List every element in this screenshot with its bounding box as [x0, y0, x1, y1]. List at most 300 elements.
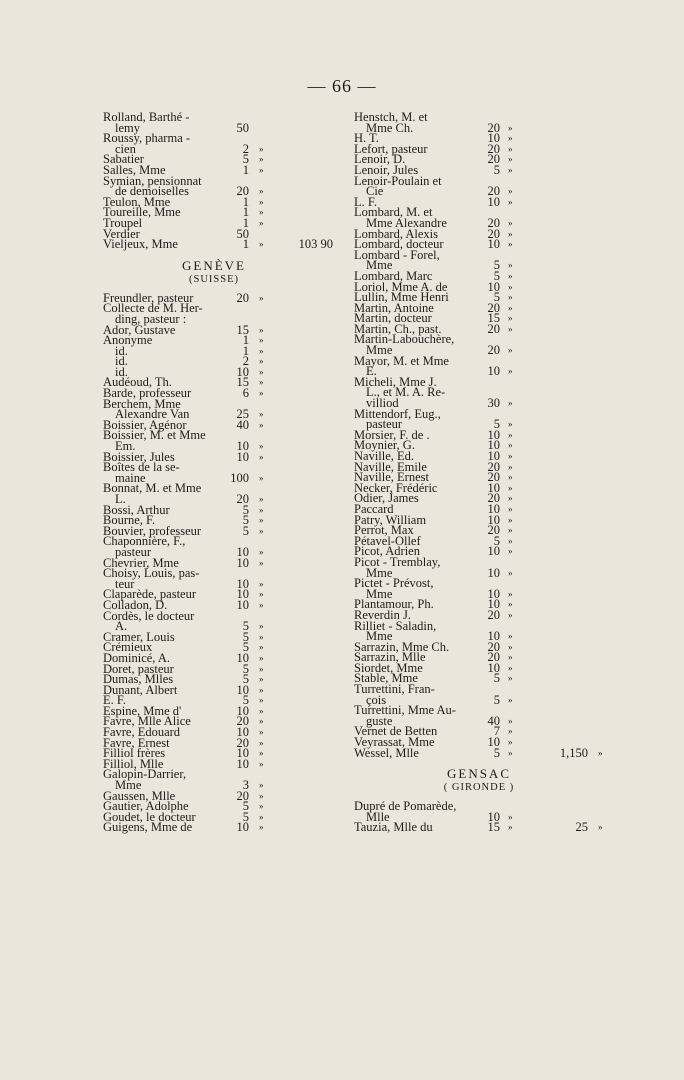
- donation-amount: 1: [242, 215, 249, 230]
- donor-name: Cie: [366, 184, 384, 199]
- donor-name: Chaponnière, F.,: [103, 534, 186, 549]
- donor-name: Morsier, F. de .: [354, 427, 430, 442]
- donor-name: Micheli, Mme J.: [354, 374, 437, 389]
- centimes-mark: »: [259, 525, 264, 536]
- centimes-mark: »: [508, 228, 513, 239]
- donation-amount: 10: [487, 364, 500, 379]
- donor-name: Naville, Ernest: [354, 470, 429, 485]
- centimes-mark: »: [259, 652, 264, 663]
- donation-amount: 10: [487, 512, 500, 527]
- centimes-mark: »: [508, 292, 513, 303]
- donor-name: E.: [366, 364, 377, 379]
- section-total: 25: [575, 820, 588, 835]
- centimes-mark: »: [508, 345, 513, 356]
- centimes-mark: »: [259, 207, 264, 218]
- donor-name: L. F.: [354, 194, 377, 209]
- donor-name: Choisy, Louis, pas-: [103, 566, 200, 581]
- donor-name: Turrettini, Mme Au-: [354, 703, 456, 718]
- centimes-mark: »: [259, 589, 264, 600]
- centimes-mark: »: [508, 673, 513, 684]
- donor-name: Paccard: [354, 501, 394, 516]
- donor-name: id.: [115, 364, 128, 379]
- donation-amount: 15: [487, 311, 500, 326]
- donor-name: Favre, Ernest: [103, 735, 170, 750]
- donor-name: Picot, Adrien: [354, 544, 420, 559]
- centimes-mark: »: [259, 684, 264, 695]
- donor-name: Lombard, M. et: [354, 205, 433, 220]
- donation-amount: 5: [242, 809, 249, 824]
- centimes-mark: »: [259, 515, 264, 526]
- centimes-mark: »: [259, 217, 264, 228]
- donor-name: Collecte de M. Her-: [103, 301, 203, 316]
- donor-row: [103, 568, 325, 579]
- donation-amount: 5: [493, 692, 500, 707]
- donor-name: Favre, Mlle Alice: [103, 714, 191, 729]
- donor-name: Martin, Ch., past.: [354, 321, 442, 336]
- centimes-mark: »: [259, 366, 264, 377]
- centimes-mark: »: [259, 196, 264, 207]
- donation-amount: 20: [236, 492, 249, 506]
- donation-amount: 15: [487, 820, 500, 835]
- centimes-mark: »: [508, 429, 513, 440]
- donor-row: [103, 822, 325, 833]
- centimes-mark: »: [508, 164, 513, 175]
- donation-amount: 10: [487, 660, 500, 675]
- donation-amount: 2: [242, 354, 249, 369]
- donor-name: Necker, Frédéric: [354, 480, 438, 495]
- centimes-mark: »: [259, 441, 264, 452]
- section-total: 1,150: [559, 745, 588, 760]
- donation-amount: 10: [236, 703, 249, 718]
- donation-amount: 10: [487, 480, 500, 495]
- centimes-mark: »: [259, 546, 264, 557]
- section-subheading: (SUISSE): [188, 273, 239, 285]
- donor-row: [103, 430, 325, 441]
- centimes-mark: »: [508, 366, 513, 377]
- donor-name: Bossi, Arthur: [103, 502, 170, 517]
- donation-amount: 20: [487, 343, 500, 358]
- donor-name: Reverdin J.: [354, 607, 411, 622]
- donation-amount: 20: [487, 491, 500, 506]
- donation-amount: 10: [236, 576, 249, 591]
- donor-name: pasteur: [366, 417, 403, 432]
- donor-name: Em.: [115, 439, 136, 454]
- donor-name: Anonyme: [103, 333, 153, 348]
- centimes-mark: »: [508, 482, 513, 493]
- donation-amount: 50: [236, 226, 249, 241]
- centimes-mark: »: [259, 695, 264, 706]
- donation-amount: 20: [236, 788, 249, 803]
- centimes-mark: »: [508, 641, 513, 652]
- donor-name: Claparède, pasteur: [103, 587, 197, 602]
- donation-amount: 5: [493, 671, 500, 686]
- donation-amount: 20: [236, 184, 249, 199]
- donation-amount: 20: [487, 459, 500, 474]
- donor-name: Lenoir, D.: [354, 152, 406, 167]
- donor-name: Salles, Mme: [103, 162, 166, 177]
- centimes-mark: »: [508, 270, 513, 281]
- donor-name: Favre, Edouard: [103, 725, 181, 740]
- donor-name: pasteur: [115, 544, 152, 559]
- donation-amount: 10: [236, 725, 249, 740]
- donation-amount: 10: [236, 820, 249, 835]
- centimes-mark: »: [259, 748, 264, 759]
- donor-name: Henstch, M. et: [354, 110, 428, 124]
- donation-amount: 10: [487, 501, 500, 516]
- donor-name: Mayor, M. et Mme: [354, 353, 449, 368]
- donation-amount: 1: [242, 194, 249, 209]
- centimes-mark: »: [259, 472, 264, 483]
- donation-amount: 5: [242, 502, 249, 517]
- donor-name: Doret, pasteur: [103, 661, 174, 676]
- centimes-mark: »: [508, 546, 513, 557]
- donor-name: Dumas, Mlles: [103, 672, 174, 687]
- donor-name: Roussy, pharma -: [103, 131, 191, 146]
- centimes-mark: »: [259, 674, 264, 685]
- centimes-mark: »: [259, 621, 264, 632]
- donor-name: Lenoir-Poulain et: [354, 173, 442, 188]
- donation-amount: 5: [242, 640, 249, 655]
- donor-name: Plantamour, Ph.: [354, 597, 434, 612]
- donor-name: Pétavel-Ollef: [354, 533, 421, 548]
- donation-amount: 20: [487, 639, 500, 654]
- centimes-mark: »: [259, 494, 264, 504]
- donation-amount: 10: [487, 427, 500, 442]
- centimes-mark: »: [259, 419, 264, 430]
- donor-name: Cordès, le docteur: [103, 608, 195, 623]
- donor-name: ding, pasteur :: [115, 311, 187, 326]
- donation-amount: 5: [242, 629, 249, 644]
- donor-name: Lombard, Marc: [354, 268, 433, 283]
- centimes-mark: »: [259, 377, 264, 388]
- donation-amount: 1: [242, 343, 249, 358]
- centimes-mark: »: [508, 609, 513, 620]
- centimes-mark: »: [508, 122, 513, 133]
- donation-amount: 10: [236, 650, 249, 665]
- donor-name: Boissier, Jules: [103, 449, 175, 464]
- donor-name: Veyrassat, Mme: [354, 735, 435, 750]
- centimes-mark: »: [508, 631, 513, 642]
- donation-amount: 20: [487, 215, 500, 230]
- donation-amount: 10: [487, 586, 500, 601]
- donation-amount: 15: [236, 375, 249, 390]
- centimes-mark: »: [508, 567, 513, 578]
- donor-name: Bouvier, professeur: [103, 523, 202, 538]
- donor-name: maine: [115, 470, 146, 485]
- total-centimes-mark: »: [598, 747, 603, 758]
- donor-name: Moynier, G.: [354, 438, 415, 453]
- donation-amount: 20: [487, 300, 500, 315]
- donor-name: Teulon, Mme: [103, 194, 171, 209]
- donor-name: Martin-Labouchère,: [354, 332, 455, 347]
- centimes-mark: »: [259, 578, 264, 589]
- donation-amount: 5: [242, 693, 249, 708]
- donor-name: Pictet - Prévost,: [354, 576, 434, 591]
- right-column: [354, 112, 604, 833]
- donation-amount: 10: [236, 364, 249, 379]
- donation-amount: 20: [236, 735, 249, 750]
- centimes-mark: »: [259, 631, 264, 642]
- centimes-mark: »: [508, 599, 513, 610]
- donation-amount: 20: [487, 226, 500, 241]
- donor-name: guste: [366, 713, 393, 728]
- centimes-mark: »: [259, 801, 264, 812]
- donation-amount: 15: [236, 322, 249, 337]
- donation-amount: 20: [487, 321, 500, 336]
- donation-amount: 7: [493, 724, 500, 739]
- centimes-mark: »: [259, 822, 264, 833]
- donor-name: Chevrier, Mme: [103, 555, 179, 570]
- donor-name: Vernet de Betten: [354, 724, 438, 739]
- centimes-mark: »: [259, 727, 264, 738]
- donor-name: Lefort, pasteur: [354, 141, 428, 156]
- donation-amount: 1: [242, 237, 249, 252]
- donor-name: Loriol, Mme A. de: [354, 279, 448, 294]
- donation-amount: 10: [487, 544, 500, 559]
- donation-amount: 10: [487, 735, 500, 750]
- donor-name: Patry, William: [354, 512, 427, 527]
- donor-name: Stable, Mme: [354, 671, 418, 686]
- donation-amount: 5: [242, 619, 249, 634]
- centimes-mark: »: [259, 356, 264, 367]
- donation-amount: 5: [493, 258, 500, 273]
- centimes-mark: »: [508, 133, 513, 144]
- centimes-mark: »: [508, 451, 513, 461]
- donor-name: Colladon, D.: [103, 597, 168, 612]
- donor-name: Filliol, Mlle: [103, 756, 164, 771]
- donor-name: Mme: [366, 343, 393, 358]
- donation-amount: 20: [487, 470, 500, 485]
- donor-name: Espine, Mme d': [103, 703, 182, 718]
- donor-row: [103, 335, 325, 346]
- donor-name: Dominicé, A.: [103, 650, 171, 665]
- donor-row: [354, 822, 604, 833]
- centimes-mark: »: [508, 715, 513, 726]
- centimes-mark: »: [508, 260, 513, 271]
- donor-row: [354, 173, 604, 188]
- donor-name: Sarrazin, Mlle: [354, 650, 426, 665]
- donation-amount: 40: [236, 417, 249, 432]
- centimes-mark: »: [508, 323, 513, 334]
- donor-name: villiod: [366, 396, 399, 411]
- centimes-mark: »: [259, 599, 264, 610]
- centimes-mark: »: [259, 345, 264, 356]
- centimes-mark: »: [508, 514, 513, 525]
- donor-name: Verdier: [103, 226, 140, 241]
- donor-name: Lullin, Mme Henri: [354, 290, 449, 305]
- donor-name: Boîtes de la se-: [103, 460, 180, 475]
- donation-amount: 10: [487, 565, 500, 580]
- donor-name: Goudet, le docteur: [103, 809, 196, 824]
- donor-row: [103, 133, 325, 144]
- centimes-mark: »: [259, 705, 264, 716]
- donation-amount: 10: [487, 438, 500, 453]
- donor-name: Crémieux: [103, 640, 153, 655]
- donor-row: [103, 343, 325, 358]
- donation-amount: 1: [242, 162, 249, 177]
- donation-amount: 10: [236, 439, 249, 454]
- donation-amount: 10: [487, 194, 500, 209]
- centimes-mark: »: [259, 143, 264, 154]
- section-heading: GENÈVE: [182, 257, 246, 273]
- donor-name: Perrot, Max: [354, 523, 414, 538]
- donation-amount: 10: [487, 131, 500, 146]
- donation-amount: 10: [487, 449, 500, 463]
- centimes-mark: »: [508, 472, 513, 483]
- centimes-mark: »: [259, 504, 264, 515]
- donation-amount: 10: [236, 555, 249, 570]
- donation-amount: 10: [236, 746, 249, 761]
- centimes-mark: »: [259, 409, 264, 420]
- donor-name: çois: [366, 692, 387, 707]
- donor-name: Berchem, Mme: [103, 396, 181, 411]
- centimes-mark: »: [508, 398, 513, 409]
- donor-row: [354, 353, 604, 368]
- donor-name: L.: [115, 492, 126, 506]
- donor-name: Lenoir, Jules: [354, 162, 419, 177]
- donation-amount: 10: [487, 279, 500, 294]
- centimes-mark: »: [259, 737, 264, 748]
- left-column: [103, 110, 333, 835]
- centimes-mark: »: [508, 419, 513, 430]
- donation-amount: 30: [487, 396, 500, 411]
- centimes-mark: »: [259, 239, 264, 250]
- donation-amount: 5: [242, 799, 249, 814]
- donor-name: Sarrazin, Mme Ch.: [354, 639, 450, 654]
- donor-name: Boissier, M. et Mme: [103, 428, 206, 443]
- centimes-mark: »: [508, 726, 513, 737]
- centimes-mark: »: [259, 758, 264, 769]
- donor-name: Alexandre Van: [115, 407, 190, 422]
- centimes-mark: »: [508, 281, 513, 292]
- centimes-mark: »: [259, 642, 264, 653]
- donation-amount: 5: [242, 672, 249, 687]
- donor-name: cien: [115, 141, 136, 156]
- donor-row: [354, 745, 604, 760]
- centimes-mark: »: [508, 822, 513, 833]
- centimes-mark: »: [508, 737, 513, 748]
- centimes-mark: »: [508, 186, 513, 197]
- centimes-mark: »: [259, 292, 264, 303]
- donation-amount: 5: [493, 417, 500, 432]
- donation-amount: 20: [487, 650, 500, 665]
- donation-amount: 5: [242, 661, 249, 676]
- donor-name: Filliol frères: [103, 746, 166, 761]
- centimes-mark: »: [508, 440, 513, 451]
- donation-amount: 10: [236, 587, 249, 602]
- donation-amount: 5: [493, 268, 500, 283]
- centimes-mark: »: [508, 747, 513, 758]
- centimes-mark: »: [508, 652, 513, 663]
- centimes-mark: »: [508, 811, 513, 822]
- centimes-mark: »: [259, 663, 264, 674]
- donor-name: id.: [115, 354, 128, 369]
- donor-row: [103, 483, 325, 494]
- donor-name: Lombard - Forel,: [354, 247, 440, 262]
- donor-name: Tauzia, Mlle du: [354, 820, 433, 835]
- donor-name: Mme: [366, 258, 393, 273]
- donation-amount: 100: [230, 470, 249, 485]
- donor-name: Rolland, Barthé -: [103, 110, 190, 124]
- donation-amount: 50: [236, 120, 249, 135]
- centimes-mark: »: [508, 662, 513, 673]
- donor-name: Bonnat, M. et Mme: [103, 481, 202, 496]
- centimes-mark: »: [508, 302, 513, 313]
- donation-amount: 5: [242, 513, 249, 528]
- donor-row: [103, 608, 325, 623]
- donor-name: Gautier, Adolphe: [103, 799, 189, 814]
- donor-name: E. F.: [103, 693, 126, 708]
- centimes-mark: »: [508, 196, 513, 207]
- centimes-mark: »: [259, 557, 264, 568]
- donor-row: [354, 801, 604, 812]
- centimes-mark: »: [508, 503, 513, 514]
- donation-amount: 10: [487, 809, 500, 824]
- donor-row: [103, 237, 333, 252]
- donation-amount: 5: [493, 162, 500, 177]
- donor-name: Sabatier: [103, 152, 144, 167]
- donation-amount: 20: [236, 290, 249, 305]
- section-subheading: ( GIRONDE ): [443, 782, 515, 794]
- donation-amount: 5: [242, 523, 249, 538]
- centimes-mark: »: [508, 143, 513, 154]
- donor-name: Lombard, docteur: [354, 237, 444, 252]
- donation-amount: 40: [487, 713, 500, 728]
- donor-name: Vieljeux, Mme: [103, 237, 178, 252]
- donation-amount: 20: [487, 141, 500, 156]
- donor-name: Turrettini, Fran-: [354, 682, 435, 697]
- centimes-mark: »: [508, 154, 513, 165]
- donor-name: Mme: [115, 778, 142, 793]
- centimes-mark: »: [508, 461, 513, 472]
- donation-amount: 3: [242, 778, 249, 793]
- donor-name: Mme Ch.: [366, 120, 414, 135]
- donation-amount: 25: [236, 407, 249, 422]
- section-total: 103 90: [298, 237, 333, 252]
- donation-amount: 10: [236, 449, 249, 464]
- donor-row: [354, 186, 604, 197]
- donor-name: Mittendorf, Eug.,: [354, 406, 441, 421]
- donation-amount: 1: [242, 205, 249, 220]
- donation-amount: 2: [242, 141, 249, 156]
- donor-name: de demoiselles: [115, 184, 189, 199]
- centimes-mark: »: [508, 588, 513, 599]
- donor-row: [103, 682, 325, 697]
- donation-amount: 5: [493, 745, 500, 760]
- donor-name: Gaussen, Mlle: [103, 788, 176, 803]
- centimes-mark: »: [259, 154, 264, 165]
- donor-name: id.: [115, 343, 128, 358]
- donation-amount: 10: [236, 756, 249, 771]
- donor-name: Dupré de Pomarède,: [354, 799, 457, 814]
- donor-name: Toureille, Mme: [103, 205, 181, 220]
- centimes-mark: »: [508, 525, 513, 536]
- donor-name: Mme: [366, 586, 393, 601]
- centimes-mark: »: [508, 493, 513, 504]
- donation-amount: 6: [242, 386, 249, 401]
- centimes-mark: »: [259, 388, 264, 399]
- donor-name: Picot - Tremblay,: [354, 554, 441, 569]
- centimes-mark: »: [508, 217, 513, 228]
- donor-name: L., et M. A. Re-: [366, 385, 446, 400]
- donation-amount: 10: [487, 597, 500, 612]
- donor-name: Naville, Emile: [354, 459, 427, 474]
- donation-amount: 10: [236, 597, 249, 612]
- centimes-mark: »: [259, 335, 264, 346]
- donor-name: Mme Alexandre: [366, 215, 447, 230]
- donation-amount: 5: [242, 152, 249, 167]
- donation-amount: 10: [487, 237, 500, 252]
